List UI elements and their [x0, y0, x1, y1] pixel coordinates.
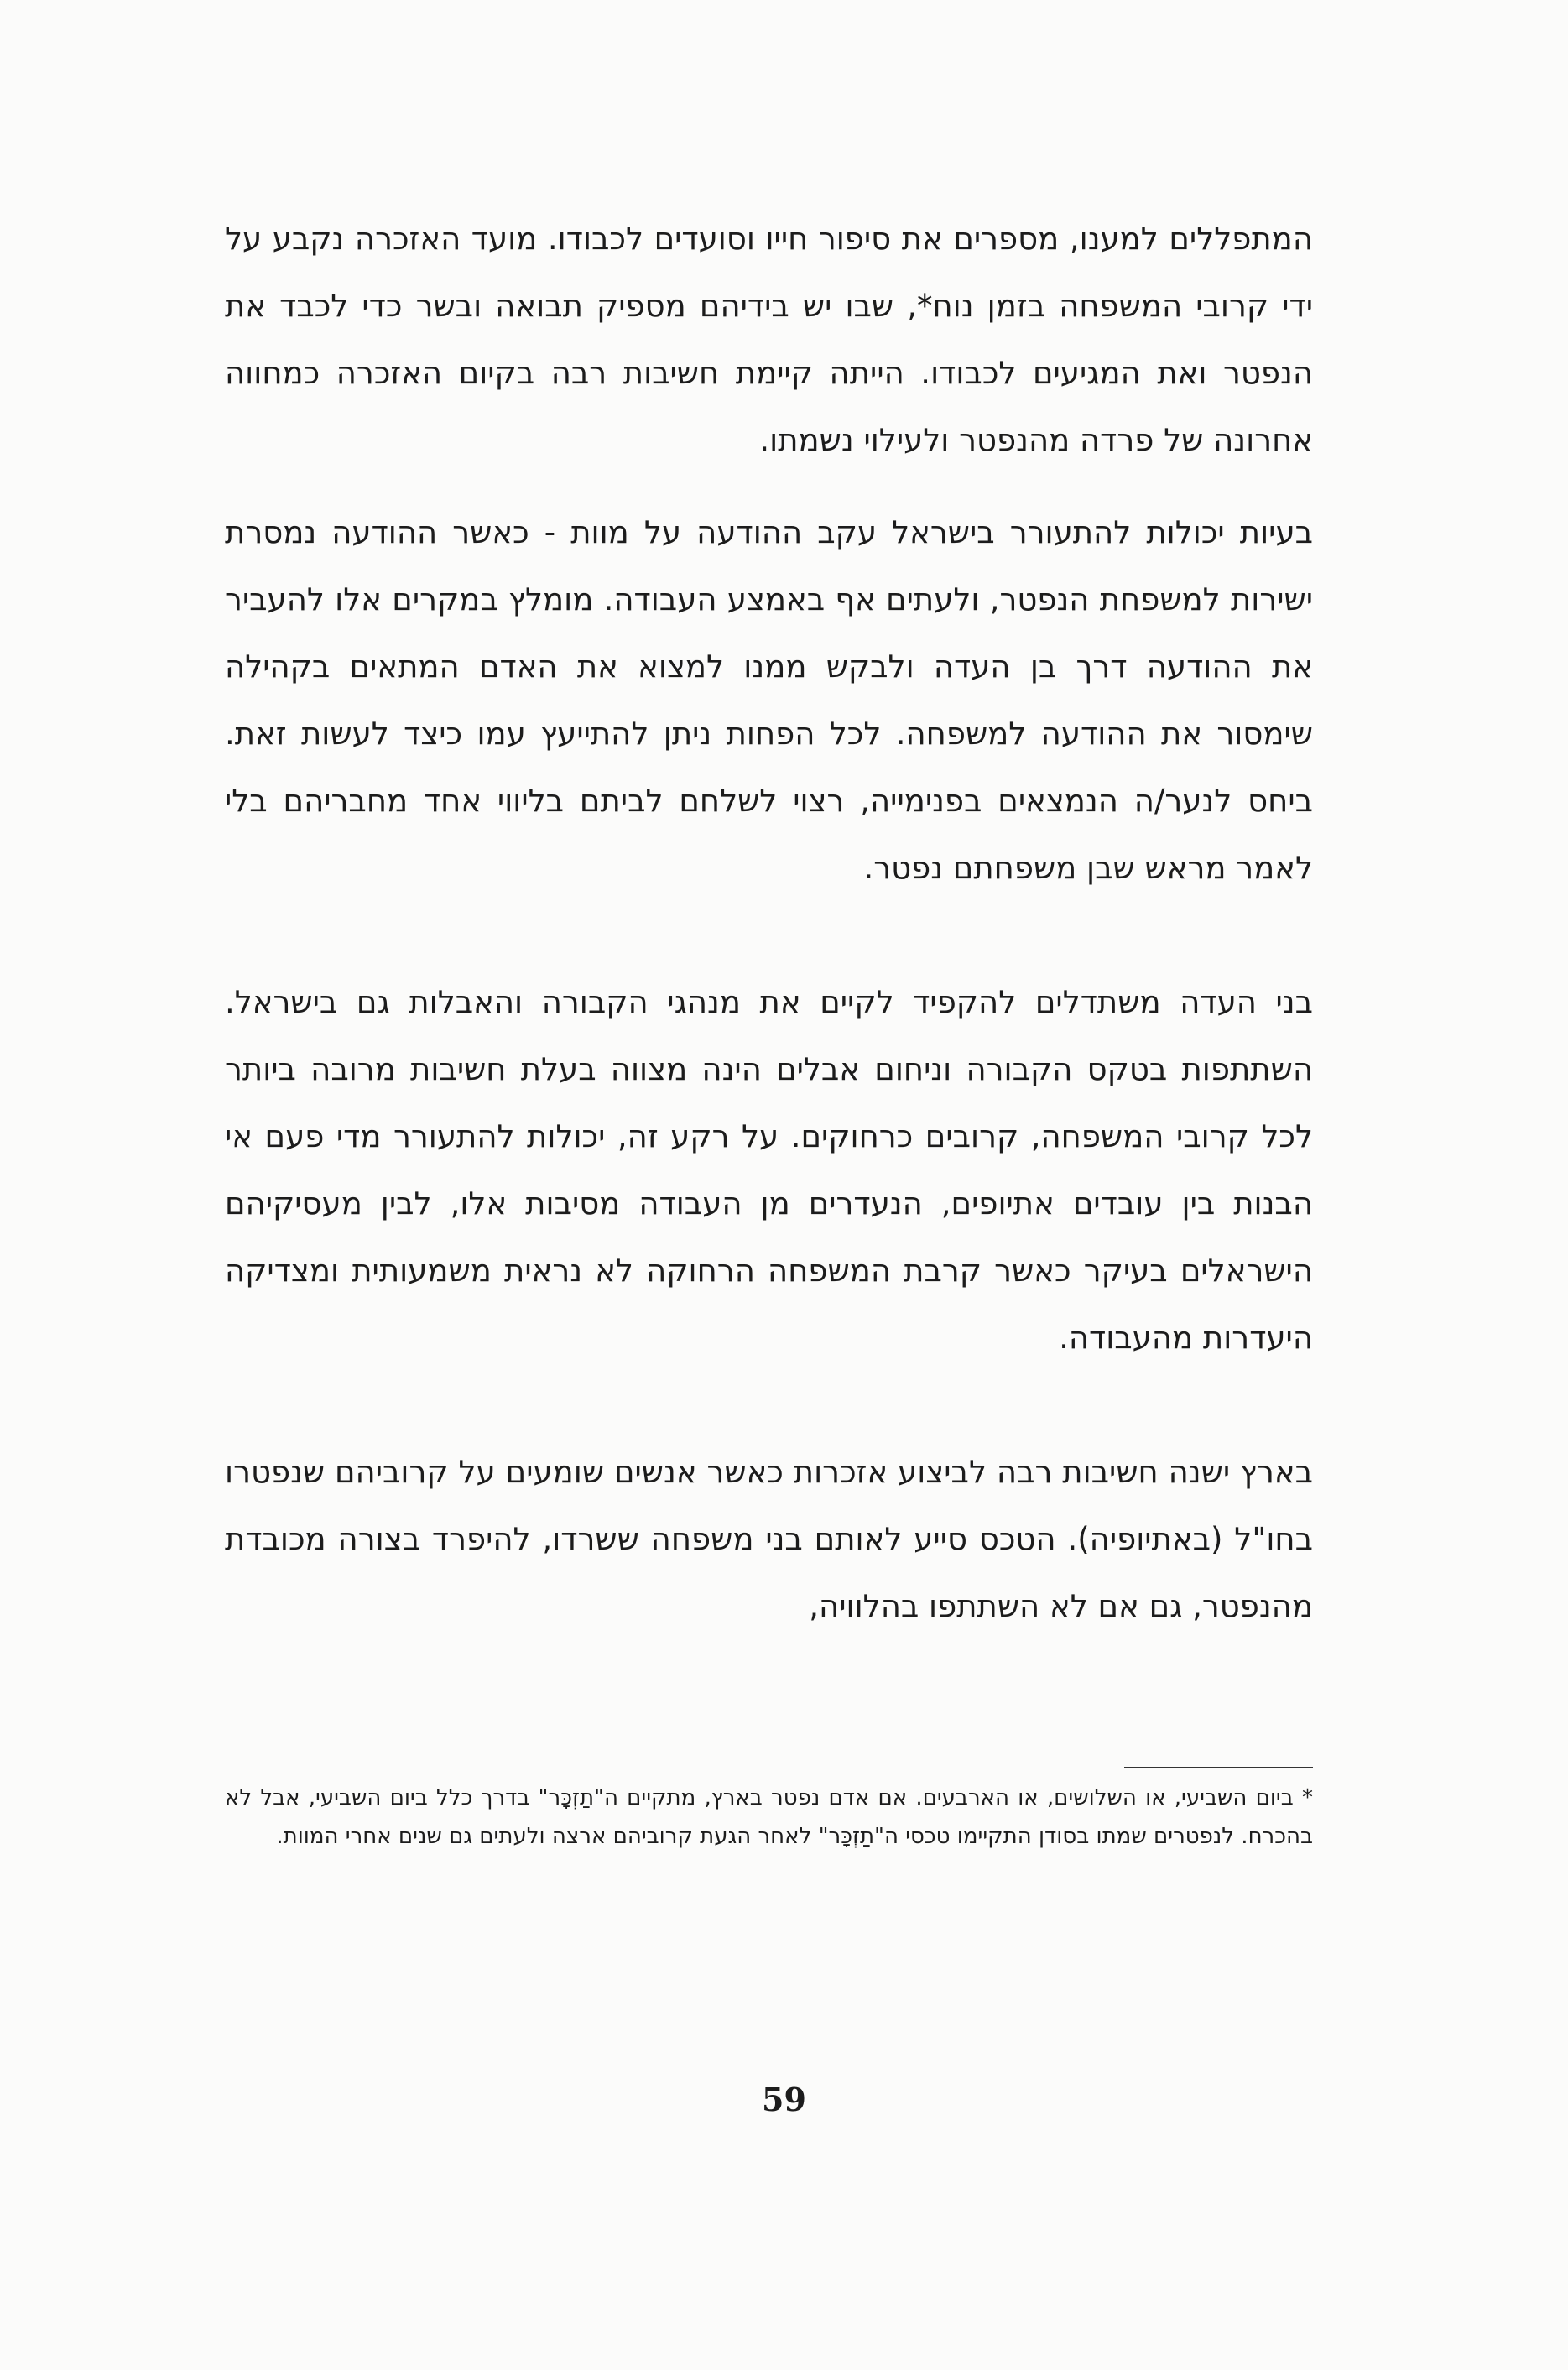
main-text — [225, 206, 1313, 1640]
footnote-text: * ביום השביעי, או השלושים, או הארבעים. אם אדם נפטר בארץ, מתקיים ה"תַזְכָּר" בדרך כלל ביום השביעי, אבל לא בהכרח. לנפטרים שמתו בסודן התקיימו טכסי ה"תַזְכָּר" לאחר הגעת קרוביהם ארצה ולעתים גם שנים אחרי המוות. — [225, 1785, 1313, 1849]
footnote — [225, 1767, 1313, 1856]
paragraph-burial-customs: בני העדה משתדלים להקפיד לקיים את מנהגי הקבורה והאבלות גם בישראל. השתתפות בטקס הקבורה וניחום אבלים הינה מצווה בעלת חשיבות מרובה ביותר לכל קרובי המשפחה, קרובים כרחוקים. על רקע זה, יכולות להתעורר מדי פעם אי הבנות בין עובדים אתיופים, הנעדרים מן העבודה מסיבות אלו, לבין מעסיקיהם הישראלים בעיקר כאשר קרבת המשפחה הרחוקה לא נראית משמעותית ומצדיקה היעדרות מהעבודה. — [225, 984, 1313, 1356]
paragraph-memorial-meal: המתפללים למענו, מספרים את סיפור חייו וסועדים לכבודו. מועד האזכרה נקבע על ידי קרובי המשפחה בזמן נוח*, שבו יש בידיהם מספיק תבואה ובשר כדי לכבד את הנפטר ואת המגיעים לכבודו. הייתה קיימת חשיבות רבה בקיום האזכרה כמחווה אחרונה של פרדה מהנפטר ולעילוי נשמתו. — [225, 221, 1313, 458]
paragraph-memorials-abroad: בארץ ישנה חשיבות רבה לביצוע אזכרות כאשר אנשים שומעים על קרוביהם שנפטרו בחו"ל (באתיופיה). הטכס סייע לאותם בני משפחה ששרדו, להיפרד בצורה מכובדת מהנפטר, גם אם לא השתתפו בהלוויה, — [225, 1454, 1313, 1624]
paragraph-death-notification: בעיות יכולות להתעורר בישראל עקב ההודעה על מוות - כאשר ההודעה נמסרת ישירות למשפחת הנפטר, ולעתים אף באמצע העבודה. מומלץ במקרים אלו להעביר את ההודעה דרך בן העדה ולבקש ממנו למצוא את האדם המתאים בקהילה שימסור את ההודעה למשפחה. לכל הפחות ניתן להתייעץ עמו כיצד לעשות זאת. ביחס לנער/ה הנמצאים בפנימייה, רצוי לשלחם לביתם בליווי אחד מחבריהם בלי לאמר מראש שבן משפחתם נפטר. — [225, 514, 1313, 886]
page-number: 59 — [762, 2081, 806, 2118]
footnote-divider — [1124, 1767, 1313, 1768]
